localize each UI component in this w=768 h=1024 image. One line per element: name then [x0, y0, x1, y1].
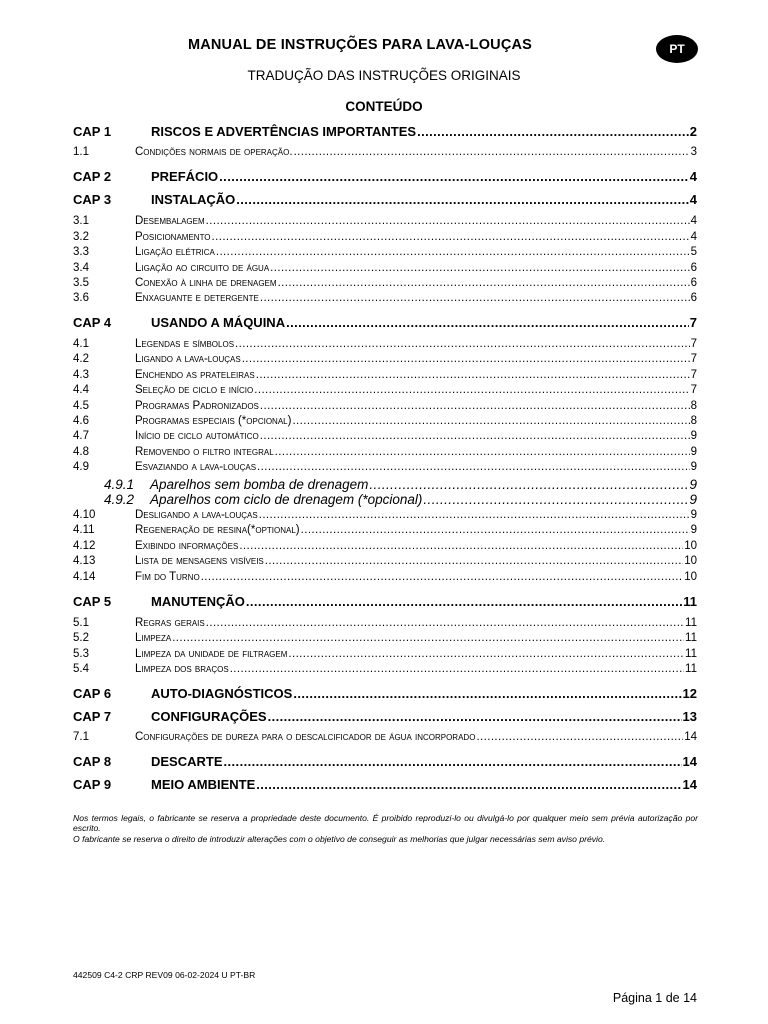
toc-entry-number: 3.3: [73, 246, 89, 258]
toc-entry-number: CAP 7: [73, 709, 112, 724]
toc-entry-number: 4.12: [73, 540, 96, 552]
toc-entry-number: CAP 9: [73, 777, 112, 792]
toc-dot-leader: [292, 415, 689, 427]
toc-subsection-entry[interactable]: [73, 477, 697, 492]
toc-dot-leader: [259, 509, 690, 521]
toc-entry-number: 4.14: [73, 571, 96, 583]
toc-section-entry[interactable]: [73, 430, 697, 442]
toc-entry-title: Esvaziando a lava-louças: [135, 461, 257, 473]
toc-entry-page: 7: [689, 315, 697, 330]
toc-entry-number: 3.2: [73, 231, 89, 243]
toc-entry-number: 5.2: [73, 632, 89, 644]
toc-entry-title: Removendo o filtro integral: [135, 446, 274, 458]
toc-entry-title: Posicionamento: [135, 231, 211, 243]
toc-entry-number: 4.7: [73, 430, 89, 442]
toc-entry-number: 4.9: [73, 461, 89, 473]
toc-entry-page: 9: [690, 461, 697, 473]
toc-entry-page: 9: [690, 446, 697, 458]
toc-entry-title: Início de ciclo automático: [135, 430, 259, 442]
legal-paragraph-2: O fabricante se reserva o direito de introduzir alterações com o objetivo de conseguir as melhorias que julgar necessárias sem aviso prévio.: [73, 833, 606, 844]
toc-section-entry[interactable]: [73, 277, 697, 289]
toc-entry-title: PREFÁCIO: [151, 169, 219, 184]
toc-entry-title: Ligação elétrica: [135, 246, 215, 258]
toc-entry-page: 9: [690, 524, 697, 536]
toc-dot-leader: [254, 384, 689, 396]
toc-entry-title: Legendas e símbolos: [135, 338, 235, 350]
toc-entry-page: 10: [684, 540, 697, 552]
toc-entry-title: Aparelhos sem bomba de drenagem: [150, 477, 369, 492]
toc-dot-leader: [265, 555, 683, 567]
toc-entry-page: 10: [684, 571, 697, 583]
toc-dot-leader: [417, 124, 689, 139]
toc-entry-page: 6: [690, 262, 697, 274]
toc-entry-number: CAP 2: [73, 169, 112, 184]
toc-entry-number: 4.4: [73, 384, 89, 396]
toc-entry-page: 8: [690, 415, 697, 427]
toc-entry-number: 4.9.1: [104, 477, 135, 492]
toc-subsection-entry[interactable]: [73, 492, 697, 507]
toc-section-entry[interactable]: [73, 292, 697, 304]
toc-entry-page: 5: [690, 246, 697, 258]
toc-dot-leader: [246, 594, 682, 609]
toc-section-entry[interactable]: [73, 731, 697, 743]
toc-section-entry[interactable]: [73, 571, 697, 583]
toc-section-entry[interactable]: [73, 400, 697, 412]
toc-dot-leader: [239, 540, 683, 552]
toc-entry-title: Limpeza dos braços: [135, 663, 229, 675]
toc-entry-title: Condições normais de operação.: [135, 146, 293, 158]
toc-entry-title: Enchendo as prateleiras: [135, 369, 255, 381]
toc-dot-leader: [369, 477, 688, 492]
toc-entry-title: CONFIGURAÇÕES: [151, 709, 267, 724]
toc-entry-number: CAP 6: [73, 686, 112, 701]
toc-section-entry[interactable]: [73, 632, 697, 644]
toc-entry-number: 4.11: [73, 524, 95, 536]
toc-entry-title: MANUTENÇÃO: [151, 594, 245, 609]
toc-section-entry[interactable]: [73, 215, 697, 227]
toc-chapter-entry[interactable]: [73, 594, 697, 609]
document-title: MANUAL DE INSTRUÇÕES PARA LAVA-LOUÇAS: [187, 37, 533, 53]
toc-entry-number: 4.6: [73, 415, 89, 427]
toc-entry-number: 4.13: [73, 555, 96, 567]
toc-dot-leader: [301, 524, 690, 536]
toc-entry-title: Regras gerais: [135, 617, 205, 629]
legal-notice: [73, 813, 698, 844]
toc-section-entry[interactable]: [73, 369, 697, 381]
toc-entry-page: 3: [690, 146, 697, 158]
toc-dot-leader: [268, 709, 682, 724]
toc-entry-title: Desembalagem: [135, 215, 205, 227]
toc-entry-page: 9: [689, 477, 697, 492]
toc-entry-page: 4: [690, 231, 697, 243]
toc-entry-title: Aparelhos com ciclo de drenagem (*opcional): [150, 492, 423, 507]
toc-section-entry[interactable]: [73, 509, 697, 521]
toc-entry-page: 11: [685, 663, 697, 675]
toc-entry-number: 3.6: [73, 292, 89, 304]
toc-entry-title: Limpeza: [135, 632, 172, 644]
toc-section-entry[interactable]: [73, 384, 697, 396]
toc-entry-page: 14: [684, 731, 697, 743]
toc-entry-page: 14: [682, 777, 697, 792]
toc-entry-title: INSTALAÇÃO: [151, 192, 236, 207]
toc-entry-title: Seleção de ciclo e início: [135, 384, 254, 396]
toc-chapter-entry[interactable]: [73, 754, 697, 769]
toc-entry-number: 3.1: [73, 215, 89, 227]
toc-chapter-entry[interactable]: [73, 315, 697, 330]
toc-entry-title: Limpeza da unidade de filtragem: [135, 648, 288, 660]
toc-section-entry[interactable]: [73, 231, 697, 243]
legal-paragraph-1: Nos termos legais, o fabricante se reserva a propriedade deste documento. É proibido reproduzi-lo ou divulgá-lo por qualquer meio sem prévia autorização por escrito.: [73, 813, 698, 834]
toc-dot-leader: [294, 146, 690, 158]
toc-entry-number: 5.3: [73, 648, 89, 660]
toc-dot-leader: [260, 430, 690, 442]
toc-dot-leader: [256, 369, 690, 381]
toc-entry-page: 9: [690, 509, 697, 521]
toc-dot-leader: [219, 169, 689, 184]
toc-entry-number: 3.4: [73, 262, 89, 274]
toc-entry-number: 1.1: [73, 146, 89, 158]
toc-entry-page: 4: [690, 215, 697, 227]
toc-dot-leader: [230, 663, 684, 675]
toc-section-entry[interactable]: [73, 461, 697, 473]
toc-section-entry[interactable]: [73, 617, 697, 629]
contents-heading: CONTEÚDO: [345, 99, 423, 114]
toc-entry-page: 12: [682, 686, 697, 701]
toc-dot-leader: [256, 777, 681, 792]
toc-section-entry[interactable]: [73, 540, 697, 552]
toc-entry-title: Conexão à linha de drenagem: [135, 277, 277, 289]
toc-dot-leader: [288, 648, 684, 660]
toc-section-entry[interactable]: [73, 446, 697, 458]
toc-section-entry[interactable]: [73, 415, 697, 427]
toc-entry-number: CAP 3: [73, 192, 112, 207]
toc-dot-leader: [423, 492, 688, 507]
toc-dot-leader: [224, 754, 682, 769]
toc-entry-title: Programas especiais (*opcional): [135, 415, 292, 427]
toc-entry-title: AUTO-DIAGNÓSTICOS: [151, 686, 293, 701]
toc-entry-page: 9: [690, 430, 697, 442]
toc-entry-title: Desligando a lava-louças: [135, 509, 258, 521]
toc-entry-page: 13: [682, 709, 697, 724]
toc-entry-page: 2: [689, 124, 697, 139]
toc-dot-leader: [212, 231, 690, 243]
toc-entry-number: 5.1: [73, 617, 89, 629]
toc-chapter-entry[interactable]: [73, 124, 697, 139]
toc-entry-page: 7: [690, 353, 697, 365]
toc-entry-title: Regeneração de resina(*optional): [135, 524, 300, 536]
toc-section-entry[interactable]: [73, 648, 697, 660]
toc-chapter-entry[interactable]: [73, 709, 697, 724]
toc-entry-number: 5.4: [73, 663, 89, 675]
toc-section-entry[interactable]: [73, 524, 697, 536]
toc-entry-page: 10: [684, 555, 697, 567]
toc-entry-page: 6: [690, 292, 697, 304]
toc-entry-page: 6: [690, 277, 697, 289]
toc-dot-leader: [270, 262, 689, 274]
toc-entry-page: 7: [690, 384, 697, 396]
toc-section-entry[interactable]: [73, 338, 697, 350]
toc-entry-page: 14: [682, 754, 697, 769]
toc-section-entry[interactable]: [73, 353, 697, 365]
toc-chapter-entry[interactable]: [73, 169, 697, 184]
toc-dot-leader: [235, 338, 690, 350]
page-number: Página 1 de 14: [612, 991, 697, 1005]
toc-entry-page: 7: [690, 338, 697, 350]
toc-entry-number: CAP 4: [73, 315, 112, 330]
toc-entry-title: Lista de mensagens visíveis: [135, 555, 264, 567]
toc-chapter-entry[interactable]: [73, 192, 697, 207]
toc-entry-page: 4: [689, 169, 697, 184]
toc-entry-number: 4.1: [73, 338, 89, 350]
toc-section-entry[interactable]: [73, 246, 697, 258]
toc-entry-number: 4.2: [73, 353, 89, 365]
toc-entry-number: 4.9.2: [104, 492, 135, 507]
toc-entry-number: 7.1: [73, 731, 89, 743]
toc-entry-title: MEIO AMBIENTE: [151, 777, 256, 792]
toc-entry-title: Ligando a lava-louças: [135, 353, 241, 365]
toc-entry-number: CAP 5: [73, 594, 112, 609]
toc-entry-page: 11: [685, 648, 697, 660]
toc-entry-title: Fim do Turno: [135, 571, 200, 583]
toc-entry-number: 3.5: [73, 277, 89, 289]
toc-entry-page: 4: [689, 192, 697, 207]
toc-dot-leader: [172, 632, 684, 644]
toc-dot-leader: [293, 686, 681, 701]
toc-entry-page: 8: [690, 400, 697, 412]
toc-dot-leader: [236, 192, 689, 207]
toc-entry-title: Configurações de dureza para o descalcificador de água incorporado: [135, 731, 476, 743]
toc-entry-title: Ligação ao circuito de água: [135, 262, 270, 274]
toc-entry-page: 11: [683, 594, 697, 609]
toc-section-entry[interactable]: [73, 663, 697, 675]
toc-chapter-entry[interactable]: [73, 777, 697, 792]
toc-entry-number: CAP 1: [73, 124, 112, 139]
toc-entry-number: 4.5: [73, 400, 89, 412]
toc-dot-leader: [216, 246, 690, 258]
toc-entry-title: Exibindo informações: [135, 540, 239, 552]
toc-entry-title: Enxaguante e detergente: [135, 292, 259, 304]
toc-dot-leader: [260, 292, 690, 304]
toc-entry-number: 4.3: [73, 369, 89, 381]
toc-entry-title: USANDO A MÁQUINA: [151, 315, 286, 330]
toc-section-entry[interactable]: [73, 262, 697, 274]
toc-dot-leader: [476, 731, 683, 743]
toc-dot-leader: [201, 571, 684, 583]
toc-entry-title: RISCOS E ADVERTÊNCIAS IMPORTANTES: [151, 124, 417, 139]
toc-entry-title: Programas Padronizados: [135, 400, 259, 412]
toc-dot-leader: [275, 446, 690, 458]
toc-entry-page: 11: [685, 632, 697, 644]
toc-entry-title: DESCARTE: [151, 754, 223, 769]
toc-entry-page: 9: [689, 492, 697, 507]
toc-chapter-entry[interactable]: [73, 686, 697, 701]
document-subtitle: TRADUÇÃO DAS INSTRUÇÕES ORIGINAIS: [247, 68, 521, 83]
toc-entry-number: 4.10: [73, 509, 96, 521]
toc-dot-leader: [278, 277, 690, 289]
document-reference: 442509 C4-2 CRP REV09 06-02-2024 U PT-BR: [73, 970, 256, 980]
toc-dot-leader: [242, 353, 690, 365]
toc-entry-number: CAP 8: [73, 754, 112, 769]
toc-dot-leader: [260, 400, 690, 412]
toc-section-entry[interactable]: [73, 555, 697, 567]
toc-dot-leader: [257, 461, 690, 473]
toc-entry-page: 11: [685, 617, 697, 629]
toc-dot-leader: [286, 315, 689, 330]
toc-entry-page: 7: [690, 369, 697, 381]
toc-dot-leader: [206, 215, 690, 227]
toc-section-entry[interactable]: [73, 146, 697, 158]
toc-dot-leader: [206, 617, 684, 629]
language-badge: PT: [656, 35, 698, 63]
toc-entry-number: 4.8: [73, 446, 89, 458]
